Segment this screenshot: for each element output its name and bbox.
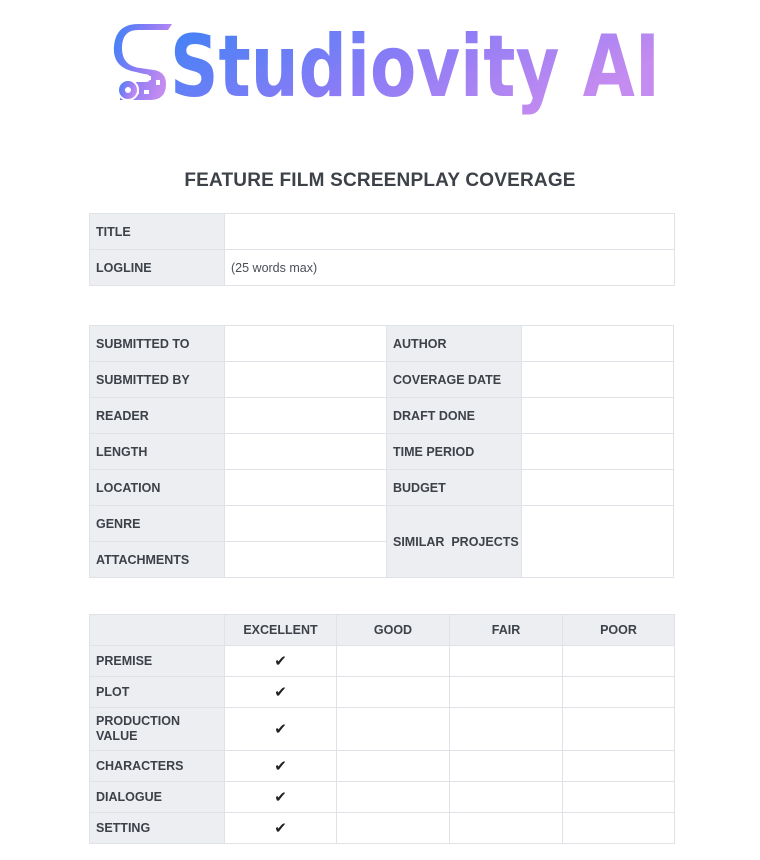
rating-cell-fair[interactable] xyxy=(450,782,563,813)
submitted-to-field[interactable] xyxy=(225,326,387,362)
rating-cell-excellent[interactable] xyxy=(225,646,337,677)
rating-cell-good[interactable] xyxy=(337,813,450,844)
table-row xyxy=(90,214,675,250)
genre-field[interactable] xyxy=(225,506,387,542)
rating-cell-good[interactable] xyxy=(337,708,450,751)
table-row xyxy=(90,398,674,434)
rating-cell-good[interactable] xyxy=(337,677,450,708)
rating-row-characters xyxy=(90,751,675,782)
rating-cell-good[interactable] xyxy=(337,782,450,813)
studiovity-logo xyxy=(108,18,668,118)
ratings-corner-cell xyxy=(90,615,225,646)
author-field[interactable] xyxy=(522,326,674,362)
table-row xyxy=(90,470,674,506)
rating-cell-excellent[interactable] xyxy=(225,751,337,782)
title-label: TITLE xyxy=(90,214,225,250)
budget-label: BUDGET xyxy=(387,470,522,506)
rating-row-dialogue xyxy=(90,782,675,813)
rating-label: PRODUCTION VALUE xyxy=(90,708,225,751)
table-row xyxy=(90,250,675,286)
budget-field[interactable] xyxy=(522,470,674,506)
check-mark-icon: ✔ xyxy=(274,684,287,701)
length-label: LENGTH xyxy=(90,434,225,470)
ratings-table xyxy=(89,614,675,844)
rating-cell-poor[interactable] xyxy=(563,813,675,844)
rating-cell-poor[interactable] xyxy=(563,708,675,751)
rating-cell-fair[interactable] xyxy=(450,646,563,677)
rating-cell-poor[interactable] xyxy=(563,751,675,782)
rating-cell-poor[interactable] xyxy=(563,646,675,677)
rating-cell-good[interactable] xyxy=(337,751,450,782)
time-period-field[interactable] xyxy=(522,434,674,470)
rating-label: SETTING xyxy=(90,813,225,844)
length-field[interactable] xyxy=(225,434,387,470)
ratings-header-row xyxy=(90,615,675,646)
col-fair: FAIR xyxy=(450,615,563,646)
rating-cell-fair[interactable] xyxy=(450,813,563,844)
rating-row-premise xyxy=(90,646,675,677)
attachments-field[interactable] xyxy=(225,542,387,578)
draft-done-label: DRAFT DONE xyxy=(387,398,522,434)
film-strip-icon xyxy=(114,24,172,100)
coverage-date-label: COVERAGE DATE xyxy=(387,362,522,398)
rating-cell-poor[interactable] xyxy=(563,677,675,708)
logo-text: Studiovity AI xyxy=(170,17,660,117)
rating-cell-excellent[interactable] xyxy=(225,677,337,708)
submitted-by-field[interactable] xyxy=(225,362,387,398)
rating-row-production-value xyxy=(90,708,675,751)
coverage-date-field[interactable] xyxy=(522,362,674,398)
page-title: FEATURE FILM SCREENPLAY COVERAGE xyxy=(184,170,576,191)
submitted-by-label: SUBMITTED BY xyxy=(90,362,225,398)
rating-cell-excellent[interactable] xyxy=(225,708,337,751)
rating-cell-good[interactable] xyxy=(337,646,450,677)
logline-label: LOGLINE xyxy=(90,250,225,286)
rating-row-plot xyxy=(90,677,675,708)
genre-label: GENRE xyxy=(90,506,225,542)
rating-label: PLOT xyxy=(90,677,225,708)
rating-cell-fair[interactable] xyxy=(450,751,563,782)
logline-field[interactable]: (25 words max) xyxy=(225,250,675,286)
reader-label: READER xyxy=(90,398,225,434)
check-mark-icon: ✔ xyxy=(274,820,287,837)
rating-label: CHARACTERS xyxy=(90,751,225,782)
col-excellent: EXCELLENT xyxy=(225,615,337,646)
rating-cell-poor[interactable] xyxy=(563,782,675,813)
check-mark-icon: ✔ xyxy=(274,653,287,670)
time-period-label: TIME PERIOD xyxy=(387,434,522,470)
table-row xyxy=(90,506,674,542)
author-label: AUTHOR xyxy=(387,326,522,362)
reader-field[interactable] xyxy=(225,398,387,434)
rating-row-setting xyxy=(90,813,675,844)
check-mark-icon: ✔ xyxy=(274,720,287,738)
rating-label: DIALOGUE xyxy=(90,782,225,813)
title-field[interactable] xyxy=(225,214,675,250)
table-row xyxy=(90,362,674,398)
rating-cell-excellent[interactable] xyxy=(225,782,337,813)
table-row xyxy=(90,326,674,362)
draft-done-field[interactable] xyxy=(522,398,674,434)
rating-cell-fair[interactable] xyxy=(450,677,563,708)
table-row xyxy=(90,434,674,470)
location-field[interactable] xyxy=(225,470,387,506)
col-poor: POOR xyxy=(563,615,675,646)
title-table xyxy=(89,213,675,286)
details-table xyxy=(89,325,674,578)
check-mark-icon: ✔ xyxy=(274,758,287,775)
location-label: LOCATION xyxy=(90,470,225,506)
submitted-to-label: SUBMITTED TO xyxy=(90,326,225,362)
rating-cell-excellent[interactable] xyxy=(225,813,337,844)
col-good: GOOD xyxy=(337,615,450,646)
check-mark-icon: ✔ xyxy=(274,789,287,806)
similar-projects-field[interactable] xyxy=(522,506,674,578)
similar-projects-label: SIMILAR PROJECTS xyxy=(387,506,522,578)
rating-label: PREMISE xyxy=(90,646,225,677)
rating-cell-fair[interactable] xyxy=(450,708,563,751)
attachments-label: ATTACHMENTS xyxy=(90,542,225,578)
